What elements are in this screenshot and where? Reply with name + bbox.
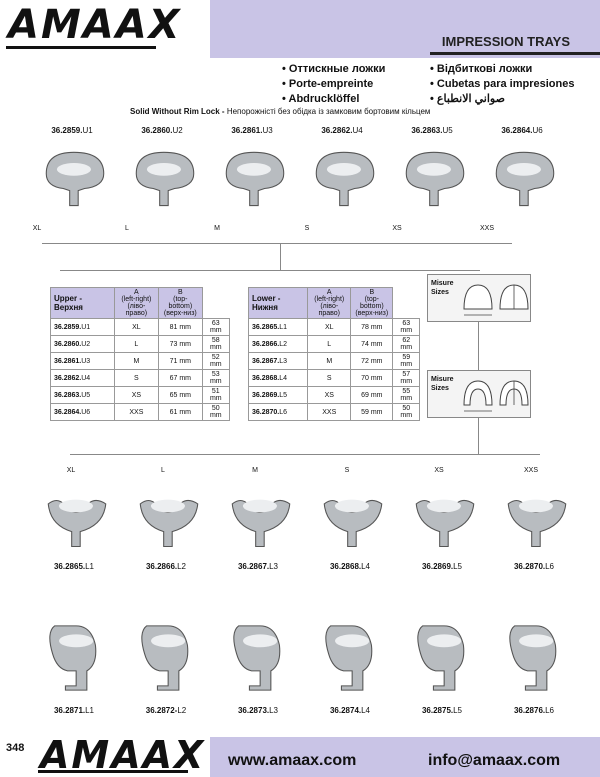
- size-label: S: [344, 467, 350, 474]
- product-code: 36.2876.L6: [513, 706, 555, 715]
- row-a: 81 mm: [159, 319, 203, 336]
- product-code: 36.2869.L5: [421, 562, 463, 571]
- col-a-header: [308, 288, 351, 319]
- sizes-label: Sizes: [431, 385, 449, 392]
- row-a: 74 mm: [351, 336, 393, 353]
- row-size: S: [114, 370, 158, 387]
- table-row: [249, 370, 420, 387]
- impression-tray-image: [320, 493, 386, 551]
- table-row: [51, 336, 230, 353]
- row-size: XS: [308, 387, 351, 404]
- col-a-header: [114, 288, 158, 319]
- product-code: 36.2868.L4: [329, 562, 371, 571]
- impression-tray-image: [320, 620, 380, 696]
- row-a: 73 mm: [159, 336, 203, 353]
- row-code: 36.2859.U1: [51, 319, 115, 336]
- row-size: M: [308, 353, 351, 370]
- table-top-rule: [60, 270, 480, 271]
- row-a: 59 mm: [351, 404, 393, 421]
- subtitle-bold: Solid Without Rim Lock -: [130, 107, 225, 116]
- lower-connector-drop: [478, 418, 479, 454]
- impression-tray-image: [492, 150, 558, 210]
- impression-tray-image: [504, 493, 570, 551]
- size-label: XL: [66, 467, 76, 474]
- col-a-sub: (left-right): [314, 296, 345, 303]
- impression-tray-image: [136, 620, 196, 696]
- product-code: 36.2866.L2: [145, 562, 187, 571]
- row-code: 36.2862.U4: [51, 370, 115, 387]
- misure-connector: [478, 322, 479, 370]
- row-code: 36.2863.U5: [51, 387, 115, 404]
- row-size: L: [308, 336, 351, 353]
- row-code: 36.2867.L3: [249, 353, 308, 370]
- lang-item: • Abdrucklöffel: [282, 92, 385, 107]
- row-a: 67 mm: [159, 370, 203, 387]
- product-code: 36.2871.L1: [53, 706, 95, 715]
- impression-tray-image: [412, 620, 472, 696]
- row-b: 63 mm: [202, 319, 229, 336]
- impression-tray-image: [228, 620, 288, 696]
- product-code: 36.2874.L4: [329, 706, 371, 715]
- table-row: [249, 319, 420, 336]
- row-size: XXS: [308, 404, 351, 421]
- upper-connector-drop: [280, 243, 281, 270]
- impression-tray-image: [228, 493, 294, 551]
- table-row: [249, 353, 420, 370]
- row-b: 51 mm: [202, 387, 229, 404]
- table-row: [249, 336, 420, 353]
- col-b-sub: (top-bottom): [168, 296, 193, 310]
- row-b: 53 mm: [202, 370, 229, 387]
- row-a: 71 mm: [159, 353, 203, 370]
- col-b-sub-uk: (верх-низ): [163, 310, 197, 317]
- table-row: [51, 387, 230, 404]
- row-size: M: [114, 353, 158, 370]
- size-label: XS: [434, 467, 444, 474]
- table-row: [51, 353, 230, 370]
- page-number: 348: [6, 742, 25, 754]
- impression-tray-image: [136, 493, 202, 551]
- col-a-label: A: [326, 289, 332, 296]
- table-title: Upper - Верхня: [51, 288, 115, 319]
- size-label: M: [214, 225, 220, 232]
- row-b: 58 mm: [202, 336, 229, 353]
- row-b: 59 mm: [393, 353, 420, 370]
- impression-tray-image: [44, 493, 110, 551]
- impression-tray-image: [504, 620, 564, 696]
- size-label: XXS: [479, 225, 494, 232]
- product-subtitle: [130, 107, 430, 116]
- subtitle-normal: Непорожністі без обідка із замковим бортовим кільцем: [226, 107, 431, 116]
- col-b-sub: (top-bottom): [359, 296, 384, 310]
- row-a: 72 mm: [351, 353, 393, 370]
- impression-tray-image: [132, 150, 198, 210]
- section-title: IMPRESSION TRAYS: [441, 34, 570, 49]
- product-code: 36.2867.L3: [237, 562, 279, 571]
- impression-tray-image: [312, 150, 378, 210]
- col-a-label: A: [134, 289, 139, 296]
- row-size: L: [114, 336, 158, 353]
- table-title: Lower - Нижня: [249, 288, 308, 319]
- brand-logo: AMAAX: [8, 2, 182, 48]
- row-code: 36.2870.L6: [249, 404, 308, 421]
- row-a: 61 mm: [159, 404, 203, 421]
- row-code: 36.2865.L1: [249, 319, 308, 336]
- misure-label: Misure: [431, 376, 454, 383]
- product-code: 36.2865.L1: [53, 562, 95, 571]
- logo-underline: [6, 46, 156, 54]
- size-label: XXS: [523, 467, 538, 474]
- size-label: S: [304, 225, 310, 232]
- product-code: 36.2863.U5: [411, 126, 453, 135]
- product-code: 36.2860.U2: [141, 126, 183, 135]
- row-b: 62 mm: [393, 336, 420, 353]
- table-row: [51, 404, 230, 421]
- col-b-sub-uk: (верх-низ): [355, 310, 389, 317]
- row-size: XL: [114, 319, 158, 336]
- lang-item: • Відбиткові ложки: [430, 62, 574, 77]
- size-label: XL: [32, 225, 42, 232]
- language-list-right: [430, 62, 574, 107]
- language-list-left: [282, 62, 385, 107]
- product-code: 36.2861.U3: [231, 126, 273, 135]
- website-link[interactable]: www.amaax.com: [228, 752, 357, 769]
- table-row: [51, 370, 230, 387]
- col-a-sub-uk: (ліво-право): [125, 303, 148, 317]
- row-code: 36.2868.L4: [249, 370, 308, 387]
- row-b: 50 mm: [202, 404, 229, 421]
- row-code: 36.2860.U2: [51, 336, 115, 353]
- misure-box-lower: [427, 370, 531, 418]
- row-size: XL: [308, 319, 351, 336]
- row-b: 55 mm: [393, 387, 420, 404]
- product-code: 36.2872-L2: [145, 706, 187, 715]
- impression-tray-image: [222, 150, 288, 210]
- row-b: 50 mm: [393, 404, 420, 421]
- title-rule: [430, 52, 600, 55]
- size-label: L: [161, 467, 165, 474]
- col-b-label: B: [369, 289, 375, 296]
- lang-item: • صواني الانطباع: [430, 92, 574, 107]
- col-a-sub: (left-right): [121, 296, 152, 303]
- row-a: 65 mm: [159, 387, 203, 404]
- row-size: XS: [114, 387, 158, 404]
- misure-box-upper: [427, 274, 531, 322]
- col-b-header: [159, 288, 203, 319]
- product-code: 36.2875.L5: [421, 706, 463, 715]
- table-row: [249, 404, 420, 421]
- impression-tray-image: [42, 150, 108, 210]
- lang-item: • Оттискные ложки: [282, 62, 385, 77]
- lower-tray-diagram: [458, 375, 530, 415]
- row-code: 36.2861.U3: [51, 353, 115, 370]
- row-code: 36.2866.L2: [249, 336, 308, 353]
- product-code: 36.2859.U1: [51, 126, 93, 135]
- row-a: 69 mm: [351, 387, 393, 404]
- row-size: XXS: [114, 404, 158, 421]
- footer-logo-underline: [38, 770, 188, 775]
- impression-tray-image: [402, 150, 468, 210]
- product-code: 36.2870.L6: [513, 562, 555, 571]
- lower-connector: [70, 454, 540, 455]
- impression-tray-image: [412, 493, 478, 551]
- upper-tray-diagram: [458, 279, 530, 319]
- col-a-sub-uk: (ліво-право): [318, 303, 340, 317]
- row-a: 78 mm: [351, 319, 393, 336]
- misure-label: Misure: [431, 280, 454, 287]
- row-b: 57 mm: [393, 370, 420, 387]
- upper-connector: [42, 243, 512, 244]
- row-b: 52 mm: [202, 353, 229, 370]
- col-b-header: [351, 288, 393, 319]
- row-size: S: [308, 370, 351, 387]
- lang-item: • Porte-empreinte: [282, 77, 385, 92]
- row-b: 63 mm: [393, 319, 420, 336]
- row-a: 70 mm: [351, 370, 393, 387]
- row-code: 36.2869.L5: [249, 387, 308, 404]
- email-link[interactable]: info@amaax.com: [428, 752, 561, 769]
- table-row: [249, 387, 420, 404]
- table-row: [51, 319, 230, 336]
- product-code: 36.2873.L3: [237, 706, 279, 715]
- size-label: L: [125, 225, 129, 232]
- lower-size-table: [248, 287, 420, 421]
- size-label: XS: [392, 225, 402, 232]
- product-code: 36.2864.U6: [501, 126, 543, 135]
- col-b-label: B: [177, 289, 183, 296]
- row-code: 36.2864.U6: [51, 404, 115, 421]
- lang-item: • Cubetas para impresiones: [430, 77, 574, 92]
- product-code: 36.2862.U4: [321, 126, 363, 135]
- upper-size-table: [50, 287, 230, 421]
- footer-logo: AMAAX: [40, 733, 206, 777]
- impression-tray-image: [44, 620, 104, 696]
- header-accent: [210, 0, 600, 58]
- size-label: M: [252, 467, 258, 474]
- sizes-label: Sizes: [431, 289, 449, 296]
